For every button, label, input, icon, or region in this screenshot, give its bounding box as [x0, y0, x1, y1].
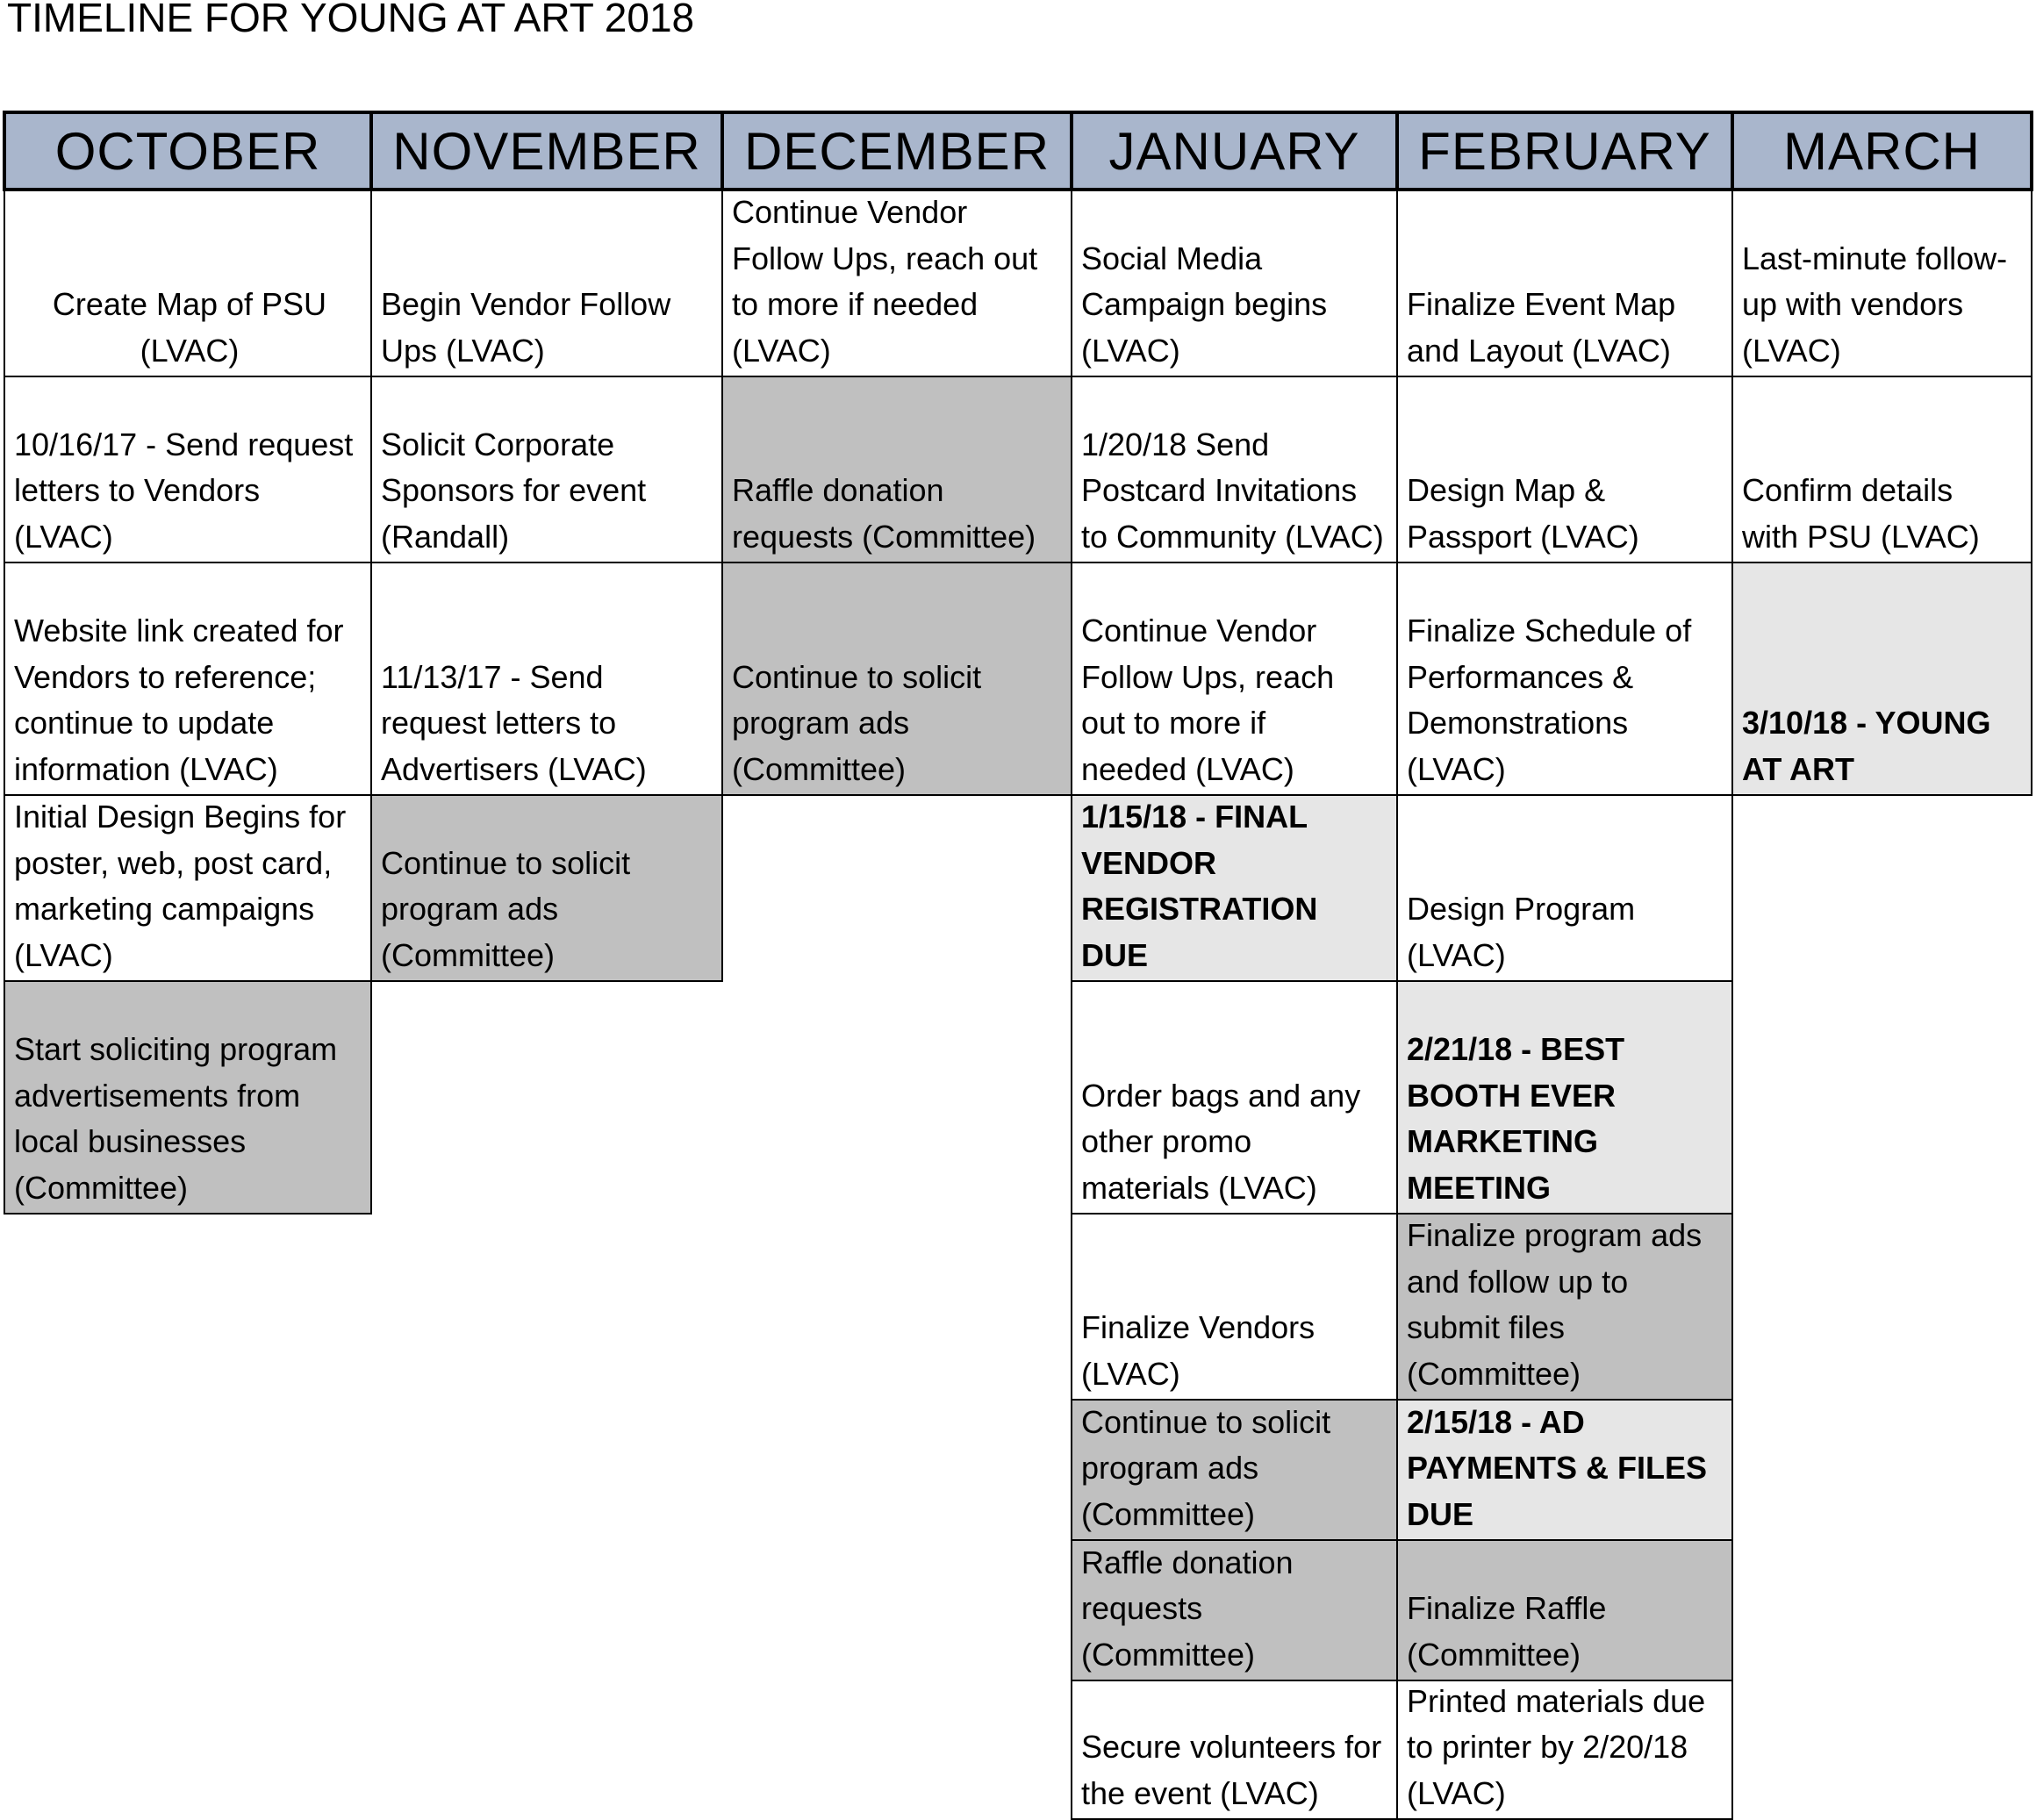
january-task-text: Raffle donation requests (Committee) [1081, 1544, 1294, 1673]
january-task-cell [1071, 980, 1398, 1215]
january-task-text: Continue Vendor Follow Ups, reach out to more if needed (LVAC) [1081, 613, 1335, 787]
january-task-cell [1071, 190, 1398, 377]
header-march: MARCH [1731, 111, 2033, 191]
january-deadline-cell [1071, 794, 1398, 982]
document-title: TIMELINE FOR YOUNG AT ART 2018 [7, 0, 695, 40]
december-task-text: Raffle donation requests (Committee) [732, 472, 1036, 555]
february-task-cell [1396, 1539, 1733, 1681]
header-january: JANUARY [1070, 111, 1399, 191]
header-november: NOVEMBER [369, 111, 724, 191]
february-task-cell [1396, 376, 1733, 563]
december-task-text: Continue Vendor Follow Ups, reach out to more if needed (LVAC) [732, 194, 1038, 369]
november-task-cell [370, 794, 723, 982]
january-task-text: Order bags and any other promo materials (LVAC) [1081, 1077, 1361, 1206]
february-deadline-cell [1396, 1399, 1733, 1541]
march-task-cell [1731, 190, 2032, 377]
october-task-text: Website link created for Vendors to reference; continue to update information (LVAC) [14, 613, 344, 787]
header-february: FEBRUARY [1395, 111, 1734, 191]
march-event-cell [1731, 562, 2032, 796]
november-task-cell [370, 190, 723, 377]
january-task-text: Continue to solicit program ads (Committee) [1081, 1403, 1331, 1532]
november-task-text: Begin Vendor Follow Ups (LVAC) [381, 286, 671, 369]
february-task-cell [1396, 190, 1733, 377]
october-task-text: Start soliciting program advertisements from local businesses (Committee) [14, 1031, 338, 1206]
october-task-text: Initial Design Begins for poster, web, post card, marketing campaigns (LVAC) [14, 799, 347, 973]
march-task-cell [1731, 376, 2032, 563]
february-task-text: Design Map & Passport (LVAC) [1407, 472, 1639, 555]
january-deadline-text: 1/15/18 - FINAL VENDOR REGISTRATION DUE [1081, 799, 1318, 973]
february-task-cell [1396, 1213, 1733, 1401]
october-task-cell [4, 980, 372, 1215]
january-task-cell [1071, 1680, 1398, 1820]
february-task-cell [1396, 794, 1733, 982]
header-december: DECEMBER [720, 111, 1073, 191]
february-task-text: Finalize Raffle (Committee) [1407, 1590, 1607, 1673]
october-task-cell [4, 562, 372, 796]
december-task-cell [721, 376, 1072, 563]
february-task-text: Finalize Schedule of Performances & Demonstrations (LVAC) [1407, 613, 1692, 787]
february-deadline-text: 2/21/18 - BEST BOOTH EVER MARKETING MEETING [1407, 1031, 1625, 1206]
february-task-text: Finalize program ads and follow up to submit files (Committee) [1407, 1217, 1703, 1392]
february-task-text: Finalize Event Map and Layout (LVAC) [1407, 286, 1676, 369]
january-task-cell [1071, 1399, 1398, 1541]
december-task-text: Continue to solicit program ads (Committee) [732, 658, 982, 787]
january-task-text: Finalize Vendors (LVAC) [1081, 1309, 1316, 1392]
october-task-text: 10/16/17 - Send request letters to Vendors (LVAC) [14, 426, 354, 555]
january-task-cell [1071, 376, 1398, 563]
december-task-cell [721, 562, 1072, 796]
header-october: OCTOBER [3, 111, 373, 191]
december-task-cell [721, 190, 1072, 377]
march-task-text: Confirm details with PSU (LVAC) [1742, 472, 1980, 555]
november-task-cell [370, 376, 723, 563]
november-task-text: Continue to solicit program ads (Committee) [381, 844, 631, 973]
february-task-text: Design Program (LVAC) [1407, 891, 1636, 973]
february-task-text: Printed materials due to printer by 2/20/18 (LVAC) [1407, 1682, 1706, 1811]
january-task-cell [1071, 1539, 1398, 1681]
february-task-cell [1396, 562, 1733, 796]
january-task-text: Social Media Campaign begins (LVAC) [1081, 240, 1328, 369]
february-task-cell [1396, 1680, 1733, 1820]
october-task-cell [4, 190, 372, 377]
november-task-text: 11/13/17 - Send request letters to Advertisers (LVAC) [381, 658, 647, 787]
march-event-text: 3/10/18 - YOUNG AT ART [1742, 705, 1991, 787]
january-task-text: 1/20/18 Send Postcard Invitations to Community (LVAC) [1081, 426, 1384, 555]
november-task-text: Solicit Corporate Sponsors for event (Randall) [381, 426, 647, 555]
february-deadline-text: 2/15/18 - AD PAYMENTS & FILES DUE [1407, 1403, 1708, 1532]
march-task-text: Last-minute follow- up with vendors (LVAC) [1742, 240, 2008, 369]
october-task-text: Create Map of PSU (LVAC) [52, 286, 327, 369]
october-task-cell [4, 376, 372, 563]
february-deadline-cell [1396, 980, 1733, 1215]
november-task-cell [370, 562, 723, 796]
january-task-cell [1071, 562, 1398, 796]
october-task-cell [4, 794, 372, 982]
january-task-text: Secure volunteers for the event (LVAC) [1081, 1729, 1382, 1811]
january-task-cell [1071, 1213, 1398, 1401]
